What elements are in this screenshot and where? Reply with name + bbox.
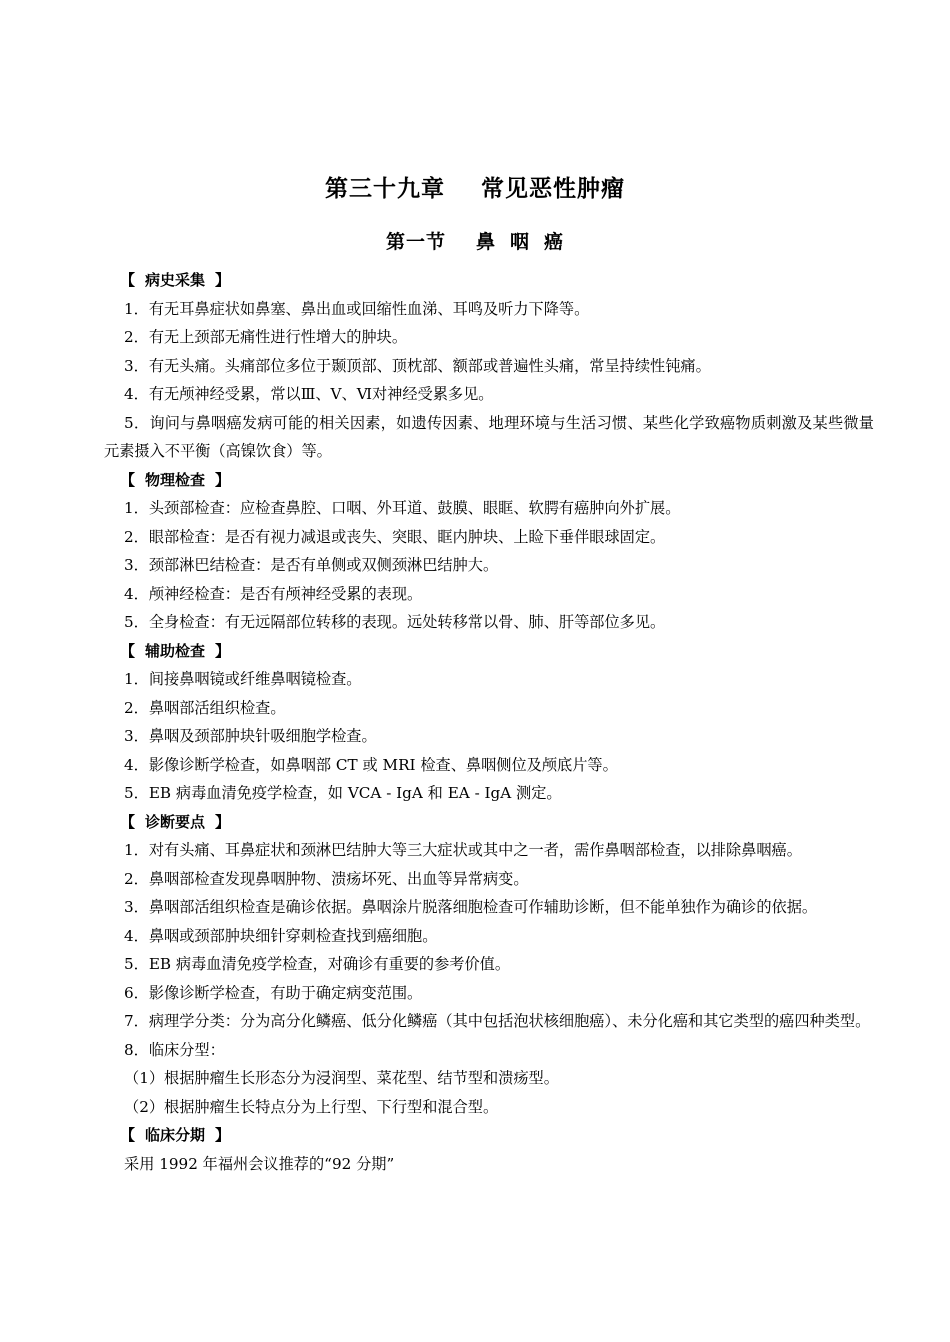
body-text <box>104 266 874 1178</box>
section-number: 第一节 <box>385 231 446 253</box>
list-item: 采用 1992 年福州会议推荐的“92 分期” <box>124 1154 395 1173</box>
list-item: 1．对有头痛、耳鼻症状和颈淋巴结肿大等三大症状或其中之一者，需作鼻咽部检查，以排除鼻咽癌。 <box>124 841 802 859</box>
list-item: 3．鼻咽及颈部肿块针吸细胞学检查。 <box>124 727 377 745</box>
chapter-name: 常见恶性肿瘤 <box>481 176 625 202</box>
list-item: 1．间接鼻咽镜或纤维鼻咽镜检查。 <box>124 670 362 688</box>
list-item: 5．EB 病毒血清免疫学检查，对确诊有重要的参考价值。 <box>124 955 511 973</box>
list-item: 3．有无头痛。头痛部位多位于颞顶部、顶枕部、额部或普遍性头痛，常呈持续性钝痛。 <box>124 356 711 375</box>
list-item: 2．鼻咽部活组织检查。 <box>124 698 286 717</box>
list-item: 8．临床分型： <box>124 1040 225 1059</box>
list-item: 1．有无耳鼻症状如鼻塞、鼻出血或回缩性血涕、耳鸣及听力下降等。 <box>124 299 590 318</box>
list-item: 4．鼻咽或颈部肿块细针穿刺检查找到癌细胞。 <box>124 926 438 945</box>
section-title-char: 鼻 <box>475 231 496 253</box>
list-item: 1．头颈部检查：应检查鼻腔、口咽、外耳道、鼓膜、眼眶、软腭有癌肿向外扩展。 <box>124 499 681 517</box>
list-item: 3．鼻咽部活组织检查是确诊依据。鼻咽涂片脱落细胞检查可作辅助诊断，但不能单独作为确诊的依据。 <box>124 898 818 916</box>
section-title-char: 咽 <box>510 231 531 253</box>
list-item: （2）根据肿瘤生长特点分为上行型、下行型和混合型。 <box>124 1097 499 1116</box>
list-item: 4．影像诊断学检查，如鼻咽部 CT 或 MRI 检查、鼻咽侧位及颅底片等。 <box>124 755 618 774</box>
list-item: 2．鼻咽部检查发现鼻咽肿物、溃疡坏死、出血等异常病变。 <box>124 869 529 888</box>
section-heading: 【 临床分期 】 <box>120 1126 231 1144</box>
list-item: 7．病理学分类：分为高分化鳞癌、低分化鳞癌（其中包括泡状核细胞癌）、未分化癌和其它类型的癌四种类型。 <box>124 1012 871 1030</box>
list-item: 2．眼部检查：是否有视力减退或丧失、突眼、眶内肿块、上睑下垂伴眼球固定。 <box>124 527 666 546</box>
list-item: 4．有无颅神经受累，常以Ⅲ、Ⅴ、Ⅵ对神经受累多见。 <box>124 385 494 403</box>
list-item: 6．影像诊断学检查，有助于确定病变范围。 <box>124 983 423 1002</box>
list-item: 4．颅神经检查：是否有颅神经受累的表现。 <box>124 584 423 603</box>
section-heading: 【 诊断要点 】 <box>120 812 231 831</box>
list-item: 5．全身检查：有无远隔部位转移的表现。远处转移常以骨、肺、肝等部位多见。 <box>124 613 666 631</box>
section-heading: 【 物理检查 】 <box>120 470 231 489</box>
list-item: （1）根据肿瘤生长形态分为浸润型、菜花型、结节型和溃疡型。 <box>124 1069 559 1087</box>
section-heading: 【 病史采集 】 <box>120 271 231 289</box>
list-item: 3．颈部淋巴结检查：是否有单侧或双侧颈淋巴结肿大。 <box>124 556 499 574</box>
list-item: 5．EB 病毒血清免疫学检查，如 VCA - IgA 和 EA - IgA 测定。 <box>124 784 562 802</box>
list-item: 2．有无上颈部无痛性进行性增大的肿块。 <box>124 328 408 346</box>
chapter-number: 第三十九章 <box>325 176 445 202</box>
section-title-char: 癌 <box>544 231 565 253</box>
section-title <box>0 227 950 254</box>
list-item: 5．询问与鼻咽癌发病可能的相关因素，如遗传因素、地理环境与生活习惯、某些化学致癌物质刺激及某些微量元素摄入不平衡（高镍饮食）等。 <box>104 413 874 460</box>
section-heading: 【 辅助检查 】 <box>120 641 231 660</box>
chapter-title <box>0 170 950 203</box>
